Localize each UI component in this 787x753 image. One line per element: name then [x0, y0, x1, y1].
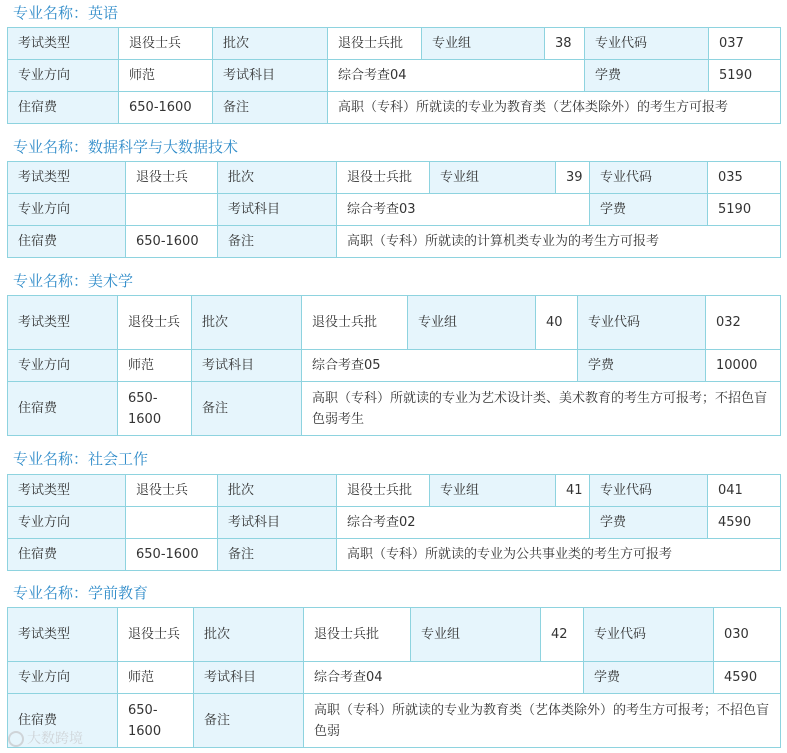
group-value: 42 — [541, 608, 584, 662]
major-title-prefix: 专业名称： — [13, 272, 89, 290]
direction-label: 专业方向 — [8, 194, 126, 226]
major-title-prefix: 专业名称： — [13, 450, 89, 468]
direction-label: 专业方向 — [8, 662, 118, 694]
note-label: 备注 — [194, 694, 304, 748]
code-value: 037 — [709, 28, 781, 60]
major-title — [13, 138, 238, 156]
table-row — [8, 350, 781, 382]
dorm-label: 住宿费 — [8, 382, 118, 436]
code-value: 032 — [706, 296, 781, 350]
major-title — [13, 584, 148, 602]
direction-value — [126, 194, 218, 226]
table-row — [8, 382, 781, 436]
note-value: 高职（专科）所就读的专业为公共事业类的考生方可报考 — [337, 539, 781, 571]
dorm-label: 住宿费 — [8, 226, 126, 258]
exam-type-label: 考试类型 — [8, 608, 118, 662]
major-title-prefix: 专业名称： — [13, 584, 89, 602]
subject-label: 考试科目 — [194, 662, 304, 694]
table-row — [8, 662, 781, 694]
watermark-logo-icon — [8, 731, 24, 747]
tuition-value: 10000 — [706, 350, 781, 382]
group-value: 38 — [545, 28, 585, 60]
note-value: 高职（专科）所就读的计算机类专业为的考生方可报考 — [337, 226, 781, 258]
subject-label: 考试科目 — [218, 194, 337, 226]
batch-value: 退役士兵批 — [337, 162, 430, 194]
table-row — [8, 608, 781, 662]
note-label: 备注 — [218, 539, 337, 571]
group-label: 专业组 — [408, 296, 536, 350]
direction-label: 专业方向 — [8, 507, 126, 539]
direction-value — [126, 507, 218, 539]
dorm-label: 住宿费 — [8, 92, 119, 124]
batch-label: 批次 — [213, 28, 328, 60]
exam-type-value: 退役士兵 — [126, 162, 218, 194]
tuition-value: 4590 — [708, 507, 781, 539]
code-value: 041 — [708, 475, 781, 507]
major-name: 数据科学与大数据技术 — [88, 138, 239, 156]
code-value: 035 — [708, 162, 781, 194]
direction-value: 师范 — [119, 60, 213, 92]
dorm-value: 650-1600 — [126, 539, 218, 571]
major-title-prefix: 专业名称： — [13, 138, 89, 156]
major-title — [13, 450, 148, 468]
group-label: 专业组 — [430, 475, 556, 507]
major-name: 美术学 — [88, 272, 134, 290]
tuition-value: 5190 — [708, 194, 781, 226]
batch-value: 退役士兵批 — [302, 296, 408, 350]
exam-type-value: 退役士兵 — [126, 475, 218, 507]
group-value: 40 — [536, 296, 578, 350]
dorm-value: 650-1600 — [126, 226, 218, 258]
group-label: 专业组 — [430, 162, 556, 194]
tuition-value: 5190 — [709, 60, 781, 92]
subject-value: 综合考查04 — [304, 662, 584, 694]
exam-type-value: 退役士兵 — [119, 28, 213, 60]
table-row — [8, 475, 781, 507]
batch-label: 批次 — [218, 475, 337, 507]
group-label: 专业组 — [422, 28, 545, 60]
subject-value: 综合考查02 — [337, 507, 590, 539]
dorm-label: 住宿费 — [8, 539, 126, 571]
note-label: 备注 — [192, 382, 302, 436]
major-table — [7, 474, 781, 571]
code-label: 专业代码 — [585, 28, 709, 60]
group-value: 41 — [556, 475, 590, 507]
major-table — [7, 27, 781, 124]
code-label: 专业代码 — [590, 475, 708, 507]
major-name: 社会工作 — [88, 450, 149, 468]
watermark-text: 大数跨境 — [27, 731, 83, 747]
watermark — [8, 728, 83, 748]
major-name: 学前教育 — [88, 584, 149, 602]
table-row — [8, 296, 781, 350]
exam-type-label: 考试类型 — [8, 475, 126, 507]
tuition-label: 学费 — [584, 662, 714, 694]
batch-value: 退役士兵批 — [328, 28, 422, 60]
dorm-value: 650-1600 — [119, 92, 213, 124]
exam-type-label: 考试类型 — [8, 28, 119, 60]
subject-label: 考试科目 — [192, 350, 302, 382]
batch-label: 批次 — [218, 162, 337, 194]
note-value: 高职（专科）所就读的专业为教育类（艺体类除外）的考生方可报考；不招色盲色弱 — [304, 694, 781, 748]
major-table — [7, 295, 781, 436]
table-row — [8, 194, 781, 226]
subject-value: 综合考查03 — [337, 194, 590, 226]
table-row — [8, 539, 781, 571]
batch-label: 批次 — [194, 608, 304, 662]
code-value: 030 — [714, 608, 781, 662]
direction-label: 专业方向 — [8, 60, 119, 92]
dorm-value: 650-1600 — [118, 694, 194, 748]
table-row — [8, 507, 781, 539]
major-table — [7, 607, 781, 748]
exam-type-label: 考试类型 — [8, 162, 126, 194]
table-row — [8, 162, 781, 194]
subject-label: 考试科目 — [213, 60, 328, 92]
major-title — [13, 272, 133, 290]
direction-label: 专业方向 — [8, 350, 118, 382]
table-row — [8, 92, 781, 124]
note-value: 高职（专科）所就读的专业为艺术设计类、美术教育的考生方可报考；不招色盲色弱考生 — [302, 382, 781, 436]
code-label: 专业代码 — [584, 608, 714, 662]
table-row — [8, 226, 781, 258]
batch-label: 批次 — [192, 296, 302, 350]
note-label: 备注 — [218, 226, 337, 258]
group-label: 专业组 — [411, 608, 541, 662]
table-row — [8, 60, 781, 92]
table-row — [8, 694, 781, 748]
subject-label: 考试科目 — [218, 507, 337, 539]
dorm-label: 住宿费 — [8, 694, 118, 748]
note-label: 备注 — [213, 92, 328, 124]
tuition-value: 4590 — [714, 662, 781, 694]
major-table — [7, 161, 781, 258]
code-label: 专业代码 — [578, 296, 706, 350]
tuition-label: 学费 — [578, 350, 706, 382]
tuition-label: 学费 — [590, 507, 708, 539]
group-value: 39 — [556, 162, 590, 194]
subject-value: 综合考查04 — [328, 60, 585, 92]
exam-type-value: 退役士兵 — [118, 608, 194, 662]
dorm-value: 650-1600 — [118, 382, 192, 436]
direction-value: 师范 — [118, 662, 194, 694]
table-row — [8, 28, 781, 60]
exam-type-value: 退役士兵 — [118, 296, 192, 350]
direction-value: 师范 — [118, 350, 192, 382]
note-value: 高职（专科）所就读的专业为教育类（艺体类除外）的考生方可报考 — [328, 92, 781, 124]
major-title-prefix: 专业名称： — [13, 4, 89, 22]
batch-value: 退役士兵批 — [304, 608, 411, 662]
batch-value: 退役士兵批 — [337, 475, 430, 507]
exam-type-label: 考试类型 — [8, 296, 118, 350]
major-name: 英语 — [88, 4, 119, 22]
tuition-label: 学费 — [590, 194, 708, 226]
major-title — [13, 4, 118, 22]
subject-value: 综合考查05 — [302, 350, 578, 382]
code-label: 专业代码 — [590, 162, 708, 194]
tuition-label: 学费 — [585, 60, 709, 92]
